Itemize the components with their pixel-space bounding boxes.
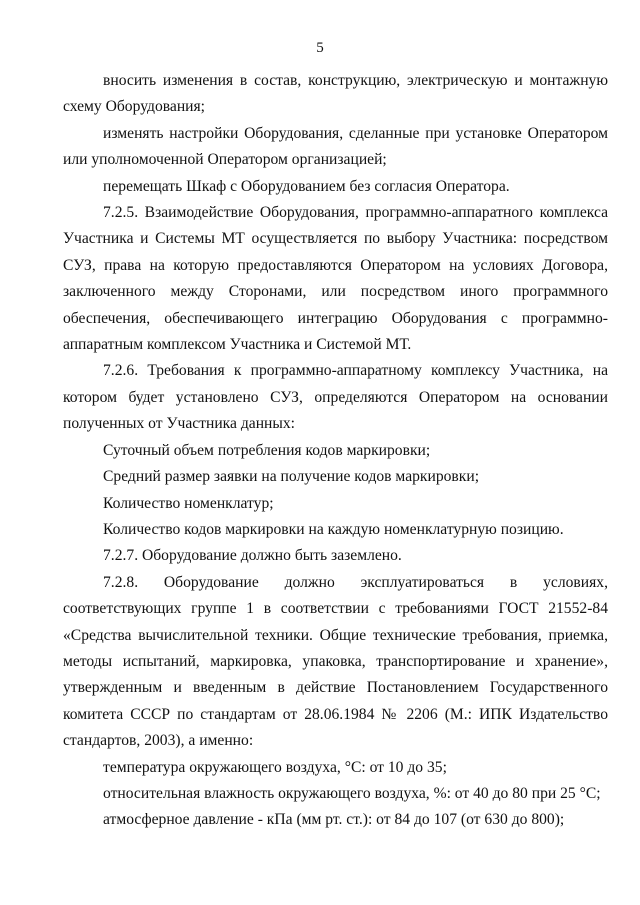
- paragraph-14: атмосферное давление - кПа (мм рт. ст.): от 84 до 107 (от 630 до 800);: [103, 811, 565, 829]
- paragraph-9: Количество кодов маркировки на каждую номенклатурную позицию.: [103, 520, 564, 538]
- document-body: [63, 68, 608, 834]
- paragraph-3: перемещать Шкаф с Оборудованием без согласия Оператора.: [103, 177, 510, 195]
- paragraph-4: 7.2.5. Взаимодействие Оборудования, программно-аппаратного комплекса Участника и Системы МТ осуществляется по выбору Участника: посредством СУЗ, права на которую предоставляются Оператором на условиях Договора, заключенного между Сторонами, или посредством иного программного обеспечения, обеспечивающего интеграцию Оборудования с программно-аппаратным комплексом Участника и Системой МТ.: [63, 204, 608, 354]
- paragraph-5: 7.2.6. Требования к программно-аппаратному комплексу Участника, на котором будет установлено СУЗ, определяются Оператором на основании полученных от Участника данных:: [63, 362, 608, 433]
- paragraph-10: 7.2.7. Оборудование должно быть заземлено.: [103, 547, 402, 565]
- paragraph-11: 7.2.8. Оборудование должно эксплуатироваться в условиях, соответствующих группе 1 в соответствии с требованиями ГОСТ 21552-84 «Средства вычислительной техники. Общие технические требования, приемка, методы испытаний, маркировка, упаковка, транспортирование и хранение», утвержденным и введенным в действие Постановлением Государственного комитета СССР по стандартам от 28.06.1984 № 2206 (М.: ИПК Издательство стандартов, 2003), а именно:: [63, 573, 608, 750]
- paragraph-1: вносить изменения в состав, конструкцию, электрическую и монтажную схему Оборудования;: [63, 72, 608, 116]
- paragraph-12: температура окружающего воздуха, °С: от 10 до 35;: [103, 758, 447, 776]
- page-number: 5: [316, 40, 324, 56]
- paragraph-6: Суточный объем потребления кодов маркировки;: [103, 441, 431, 459]
- paragraph-8: Количество номенклатур;: [103, 494, 274, 512]
- paragraph-2: изменять настройки Оборудования, сделанные при установке Оператором или уполномоченной Оператором организацией;: [63, 124, 608, 169]
- paragraph-7: Средний размер заявки на получение кодов маркировки;: [103, 468, 480, 486]
- paragraph-13: относительная влажность окружающего воздуха, %: от 40 до 80 при 25 °С;: [103, 784, 601, 802]
